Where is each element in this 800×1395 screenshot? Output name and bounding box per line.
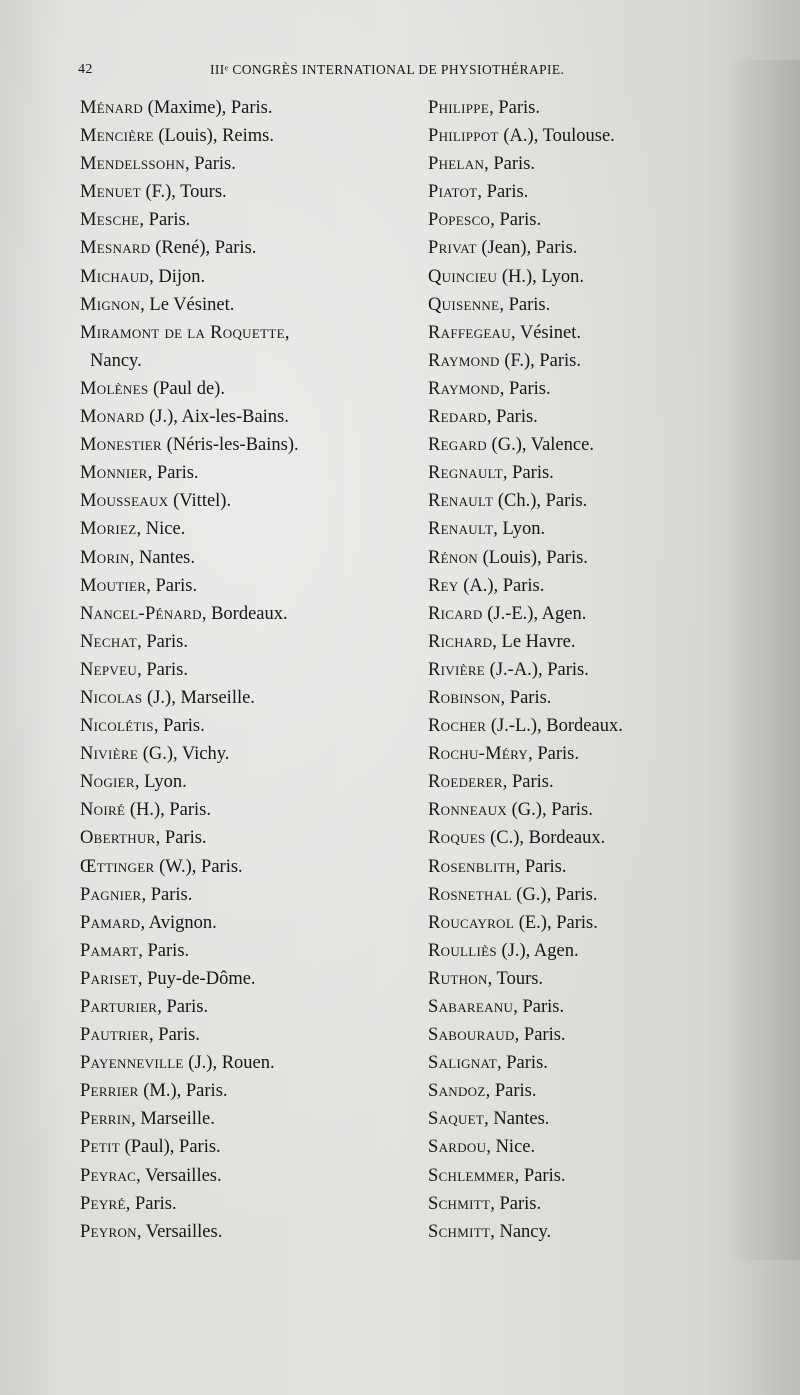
participant-surname: Nogier: [80, 772, 135, 793]
participant-entry: [428, 1218, 773, 1246]
participant-details: , Nancy.: [490, 1221, 552, 1242]
participant-surname: Pariset: [80, 968, 138, 989]
participant-surname: Perrin: [80, 1109, 132, 1130]
participant-details: , Paris.: [157, 997, 209, 1017]
participant-surname: Mignon: [80, 294, 141, 315]
participant-entry: [80, 796, 425, 824]
participant-details: (J.), Aix-les-Bains.: [144, 407, 289, 428]
participant-details: (Louis), Reims.: [153, 126, 274, 147]
participant-details: , Versailles.: [136, 1165, 222, 1186]
participant-surname: Roulliès: [428, 940, 497, 961]
participant-entry: [428, 122, 773, 150]
participant-surname: Mesnard: [80, 238, 151, 259]
participant-details: , Paris.: [485, 1081, 537, 1102]
participant-details: , Paris.: [499, 378, 551, 399]
participant-surname: Quisenne: [428, 294, 500, 315]
participant-entry: [80, 431, 425, 459]
participant-entry: [80, 1077, 425, 1105]
participant-surname: Peyron: [80, 1221, 137, 1242]
participant-entry: [428, 937, 773, 965]
participant-entry: [428, 796, 773, 824]
participant-surname: Regard: [428, 435, 487, 456]
participant-entry: [80, 1105, 425, 1133]
participant-details: , Paris.: [141, 884, 193, 905]
participant-surname: Sardou: [428, 1137, 487, 1158]
participant-surname: Saquet: [428, 1109, 485, 1130]
participant-details: , Paris.: [513, 997, 565, 1017]
participant-details: , Nice.: [136, 519, 186, 540]
participant-entry: [80, 740, 425, 768]
participant-surname: Renault: [428, 519, 494, 540]
participant-details: (W.), Paris.: [154, 856, 243, 877]
participant-entry: [80, 319, 425, 347]
participant-details: , Paris.: [138, 940, 190, 961]
participant-entry: [80, 487, 425, 515]
participant-details: (J.-L.), Bordeaux.: [486, 716, 623, 737]
participant-surname: Michaud: [80, 266, 150, 287]
participant-surname: Miramont de la Roquette: [80, 322, 285, 343]
participant-entry: [428, 515, 773, 543]
participant-entry: [428, 572, 773, 600]
participant-details: , Nantes.: [484, 1109, 550, 1130]
participant-surname: Monard: [80, 407, 145, 428]
participant-entry: [428, 403, 773, 431]
participant-surname: Redard: [428, 407, 487, 428]
participant-entry: [428, 965, 773, 993]
participant-entry: [428, 263, 773, 291]
participant-entry: [428, 768, 773, 796]
participant-surname: Pautrier: [80, 1025, 150, 1046]
participant-surname: Ménard: [80, 98, 144, 118]
participant-entry: [80, 937, 425, 965]
participant-details: (A.), Toulouse.: [498, 126, 615, 147]
participant-surname: Rocher: [428, 716, 487, 737]
participant-surname: Rosenblith: [428, 856, 516, 877]
participant-entry: [428, 712, 773, 740]
participant-details: (J.), Agen.: [496, 940, 579, 961]
participant-entry: [80, 824, 425, 852]
participant-entry: [428, 993, 773, 1021]
participant-entry: [428, 909, 773, 937]
participant-surname: Oberthur: [80, 828, 156, 849]
participant-entry: [80, 403, 425, 431]
participant-entry: [428, 178, 773, 206]
participant-surname: Moriez: [80, 519, 137, 540]
participant-details: (G.), Paris.: [511, 884, 598, 905]
participant-entry: [80, 572, 425, 600]
participant-details: , Paris.: [489, 98, 540, 118]
participant-surname: Œttinger: [80, 856, 155, 877]
participant-surname: Roques: [428, 828, 486, 849]
participant-entry: [80, 993, 425, 1021]
participant-details: (H.), Paris.: [125, 800, 212, 821]
participant-entry: [80, 853, 425, 881]
participant-surname: Rivière: [428, 659, 486, 680]
participant-surname: Mesche: [80, 210, 140, 231]
participant-details: , Paris.: [515, 856, 567, 877]
participant-entry: [80, 234, 425, 262]
participant-entry: [80, 1133, 425, 1161]
participant-surname: Popesco: [428, 210, 491, 231]
participant-surname: Roederer: [428, 772, 503, 793]
participant-surname: Nepveu: [80, 659, 138, 680]
participant-surname: Phelan: [428, 154, 485, 175]
participant-surname: Peyrac: [80, 1165, 137, 1186]
participant-details: , Bordeaux.: [201, 603, 288, 624]
participant-surname: Schmitt: [428, 1221, 491, 1242]
participant-details: (J.-E.), Agen.: [482, 603, 587, 624]
participant-entry: [428, 459, 773, 487]
participant-surname: Salignat: [428, 1053, 498, 1074]
participant-entry: [80, 515, 425, 543]
participant-entry: [80, 881, 425, 909]
participant-entry: [428, 544, 773, 572]
participant-entry: [80, 1021, 425, 1049]
participant-entry: [80, 544, 425, 572]
participant-details: , Paris.: [137, 631, 188, 652]
participant-details: (René), Paris.: [150, 238, 257, 259]
page-number: 42: [78, 62, 93, 77]
participant-details: (G.), Paris.: [507, 800, 593, 821]
participant-surname: Mousseaux: [80, 491, 169, 512]
participant-entry: [428, 684, 773, 712]
participant-surname: Nicolas: [80, 687, 143, 708]
participant-details: , Avignon.: [140, 912, 217, 933]
participant-surname: Nechat: [80, 631, 138, 652]
participant-surname: Rosnethal: [428, 884, 512, 905]
participant-details: , Puy-de-Dôme.: [137, 968, 256, 989]
running-title: IIIᵉ CONGRÈS INTERNATIONAL DE PHYSIOTHÉRAPIE.: [210, 62, 565, 77]
participant-surname: Monnier: [80, 463, 148, 484]
participant-surname: Nancel-Pénard: [80, 603, 202, 624]
participant-surname: Mendelssohn: [80, 154, 185, 175]
participant-surname: Perrier: [80, 1081, 139, 1102]
participant-entry: [80, 375, 425, 403]
participant-surname: Piatot: [428, 182, 478, 203]
participant-entry: [80, 459, 425, 487]
participant-entry: [428, 824, 773, 852]
participant-details: , Paris.: [490, 210, 542, 231]
participant-details: , Nice.: [486, 1137, 536, 1158]
participant-entry: [428, 881, 773, 909]
participant-entry: [80, 291, 425, 319]
participant-entry: [80, 909, 425, 937]
participant-entry: [428, 291, 773, 319]
participant-details: , Paris.: [514, 1165, 566, 1186]
participant-details: (J.-A.), Paris.: [485, 659, 589, 680]
participant-surname: Richard: [428, 631, 493, 652]
participant-details: (H.), Lyon.: [497, 266, 585, 287]
participant-details: ,: [284, 322, 290, 343]
participant-details: , Paris.: [484, 154, 536, 175]
participant-surname: Renault: [428, 491, 494, 512]
participant-surname: Quincieu: [428, 266, 498, 287]
participant-entry: [428, 431, 773, 459]
participant-details: (G.), Valence.: [486, 435, 594, 456]
participant-entry: [428, 853, 773, 881]
participant-details: , Paris.: [486, 407, 538, 428]
participant-surname: Noiré: [80, 800, 126, 821]
participant-entry: [428, 1077, 773, 1105]
participant-surname: Ricard: [428, 603, 483, 624]
participant-entry: [428, 347, 773, 375]
participant-details: (Louis), Paris.: [477, 547, 588, 568]
participant-entry: [80, 965, 425, 993]
participant-entry: [80, 206, 425, 234]
participant-surname: Nivière: [80, 744, 139, 765]
participant-entry: [428, 150, 773, 178]
participant-details: (Vittel).: [168, 491, 232, 512]
participant-surname: Monestier: [80, 435, 162, 456]
participant-details: , Paris.: [490, 1193, 542, 1214]
participant-surname: Morin: [80, 547, 130, 568]
participant-details: , Paris.: [146, 575, 198, 596]
participant-details: , Paris.: [137, 659, 188, 680]
participant-entry: [80, 684, 425, 712]
participant-surname: Raymond: [428, 378, 500, 399]
participant-entry: [80, 656, 425, 684]
participant-surname: Mencière: [80, 126, 154, 147]
participant-surname: Schlemmer: [428, 1165, 515, 1186]
running-header: [78, 62, 618, 86]
participant-details: , Paris.: [497, 1053, 548, 1074]
participant-details: , Vésinet.: [510, 322, 581, 343]
participant-details: (M.), Paris.: [138, 1081, 228, 1102]
participant-entry: [428, 1105, 773, 1133]
participant-details: (Maxime), Paris.: [143, 98, 273, 118]
participant-surname: Payenneville: [80, 1053, 184, 1074]
participant-surname: Molènes: [80, 378, 149, 399]
participant-surname: Raffegeau: [428, 322, 511, 343]
participant-surname: Pamart: [80, 940, 139, 961]
participant-entry: [428, 1049, 773, 1077]
participant-entry: [428, 1021, 773, 1049]
participant-surname: Nicolétis: [80, 716, 154, 737]
participant-entry: [428, 600, 773, 628]
participant-surname: Menuet: [80, 182, 141, 203]
participant-entry: [428, 234, 773, 262]
participant-surname: Rey: [428, 575, 459, 596]
participant-entry: [80, 263, 425, 291]
participant-details: (C.), Bordeaux.: [485, 828, 606, 849]
participant-entry: [80, 768, 425, 796]
participant-entry: [428, 740, 773, 768]
participant-details: (A.), Paris.: [458, 575, 545, 596]
participant-details: , Paris.: [528, 744, 579, 765]
participant-entry: [80, 1218, 425, 1246]
participant-details: , Paris.: [502, 463, 554, 484]
participant-details: , Tours.: [487, 968, 544, 989]
participant-surname: Rénon: [428, 547, 478, 568]
participant-surname: Privat: [428, 238, 477, 259]
participant-entry: [80, 1162, 425, 1190]
participant-details: , Paris.: [125, 1193, 177, 1214]
participant-surname: Ronneaux: [428, 800, 508, 821]
left-column-list: [80, 94, 425, 1246]
participant-details: (F.), Paris.: [499, 350, 582, 371]
participant-surname: Petit: [80, 1137, 120, 1158]
participant-surname: Philippot: [428, 126, 499, 147]
participant-entry: [428, 1133, 773, 1161]
right-column-list: [428, 94, 773, 1246]
participant-details: (Paul), Paris.: [119, 1137, 221, 1158]
participant-entry: [80, 712, 425, 740]
participant-details: , Paris.: [477, 182, 529, 203]
participant-details: , Nantes.: [129, 547, 195, 568]
participant-entry: [80, 347, 425, 375]
participant-details: , Paris.: [184, 154, 236, 175]
participant-details: (G.), Vichy.: [138, 744, 230, 765]
participant-details: , Paris.: [155, 828, 207, 849]
participant-details: , Marseille.: [131, 1109, 215, 1130]
participant-entry: [80, 94, 425, 122]
participant-details: , Dijon.: [149, 266, 206, 287]
participant-details: , Paris.: [149, 1025, 200, 1046]
participant-details: , Lyon.: [493, 519, 546, 540]
participant-entry: [80, 600, 425, 628]
participant-entry: [428, 1162, 773, 1190]
participant-details: (F.), Tours.: [140, 182, 227, 203]
participant-entry: [80, 628, 425, 656]
participant-details: , Paris.: [514, 1025, 566, 1046]
participant-surname: Parturier: [80, 997, 158, 1017]
participant-entry: [428, 94, 773, 122]
participant-details: (Néris-les-Bains).: [161, 435, 299, 456]
participant-entry: [428, 487, 773, 515]
participant-entry: [428, 656, 773, 684]
participant-surname: Ruthon: [428, 968, 488, 989]
participant-details: , Paris.: [500, 687, 552, 708]
participant-entry: [428, 1190, 773, 1218]
participant-details: (E.), Paris.: [514, 912, 598, 933]
participant-details: , Paris.: [147, 463, 199, 484]
participant-surname: Sabareanu: [428, 997, 514, 1017]
participant-surname: Sabouraud: [428, 1025, 515, 1046]
participant-entry: [428, 375, 773, 403]
participant-details: , Lyon.: [134, 772, 187, 793]
participant-surname: Sandoz: [428, 1081, 486, 1102]
participant-details: (Ch.), Paris.: [493, 491, 588, 512]
participant-details: , Le Havre.: [492, 631, 576, 652]
participant-entry: [428, 206, 773, 234]
participant-details: (Jean), Paris.: [476, 238, 578, 259]
participant-details: , Versailles.: [136, 1221, 223, 1242]
participant-details: Nancy.: [90, 350, 142, 371]
participant-entry: [80, 122, 425, 150]
participant-surname: Schmitt: [428, 1193, 491, 1214]
participant-surname: Pagnier: [80, 884, 142, 905]
participant-surname: Pamard: [80, 912, 141, 933]
participant-details: , Paris.: [499, 294, 551, 315]
participant-entry: [80, 1049, 425, 1077]
participant-surname: Philippe: [428, 98, 490, 118]
participant-entry: [428, 319, 773, 347]
participant-surname: Raymond: [428, 350, 500, 371]
participant-details: , Le Vésinet.: [140, 294, 235, 315]
participant-details: (J.), Marseille.: [142, 687, 255, 708]
participant-entry: [80, 1190, 425, 1218]
participant-entry: [428, 628, 773, 656]
participant-entry: [80, 150, 425, 178]
participant-details: (J.), Rouen.: [183, 1053, 275, 1074]
participant-details: , Paris.: [139, 210, 191, 231]
participant-surname: Roucayrol: [428, 912, 515, 933]
participant-details: , Paris.: [153, 716, 205, 737]
participant-surname: Rochu-Méry: [428, 744, 529, 765]
participant-entry: [80, 178, 425, 206]
participant-surname: Peyré: [80, 1193, 126, 1214]
participant-details: , Paris.: [502, 772, 554, 793]
participant-surname: Regnault: [428, 463, 503, 484]
participant-surname: Robinson: [428, 687, 501, 708]
participant-surname: Moutier: [80, 575, 147, 596]
participant-details: (Paul de).: [148, 378, 225, 399]
